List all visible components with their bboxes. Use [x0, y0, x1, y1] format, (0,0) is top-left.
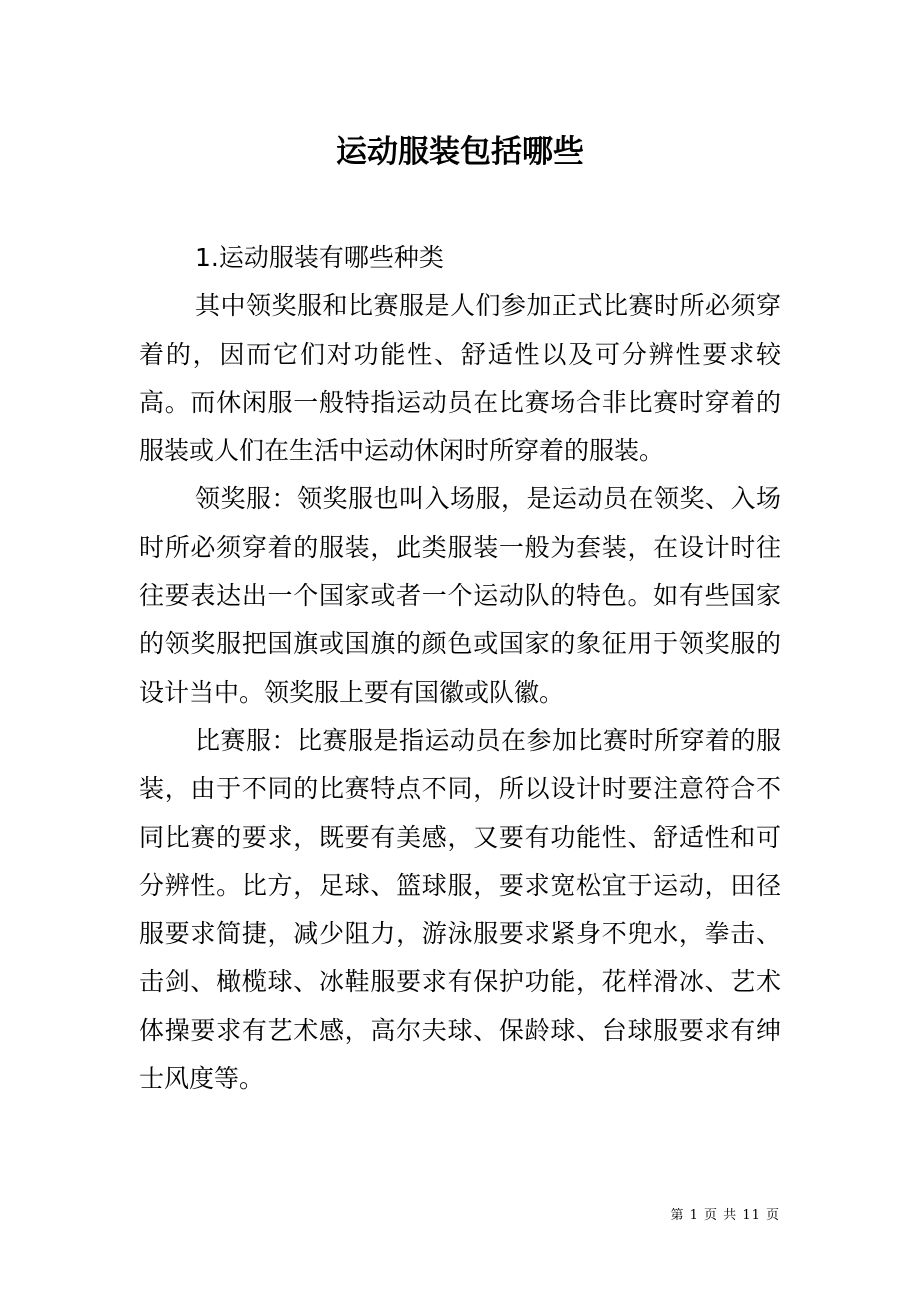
- document-body: [139, 234, 781, 1103]
- page-number-footer: 第 1 页 共 11 页: [670, 1208, 780, 1223]
- paragraph-intro: 其中领奖服和比赛服是人们参加正式比赛时所必须穿着的，因而它们对功能性、舒适性以及可分辨性要求较高。而休闲服一般特指运动员在比赛场合非比赛时穿着的服装或人们在生活中运动休闲时所穿着的服装。: [139, 291, 781, 466]
- document-title: 运动服装包括哪些: [336, 134, 584, 170]
- paragraph-award-uniform: 领奖服：领奖服也叫入场服，是运动员在领奖、入场时所必须穿着的服装，此类服装一般为套装，在设计时往往要表达出一个国家或者一个运动队的特色。如有些国家的领奖服把国旗或国旗的颜色或国家的象征用于领奖服的设计当中。领奖服上要有国徽或队徽。: [139, 484, 781, 707]
- paragraph-competition-uniform: 比赛服：比赛服是指运动员在参加比赛时所穿着的服装，由于不同的比赛特点不同，所以设计时要注意符合不同比赛的要求，既要有美感，又要有功能性、舒适性和可分辨性。比方，足球、篮球服，要求宽松宜于运动，田径服要求简捷，减少阻力，游泳服要求紧身不兜水，拳击、击剑、橄榄球、冰鞋服要求有保护功能，花样滑冰、艺术体操要求有艺术感，高尔夫球、保龄球、台球服要求有绅士风度等。: [139, 725, 781, 1094]
- section-heading: 1.运动服装有哪些种类: [195, 243, 444, 272]
